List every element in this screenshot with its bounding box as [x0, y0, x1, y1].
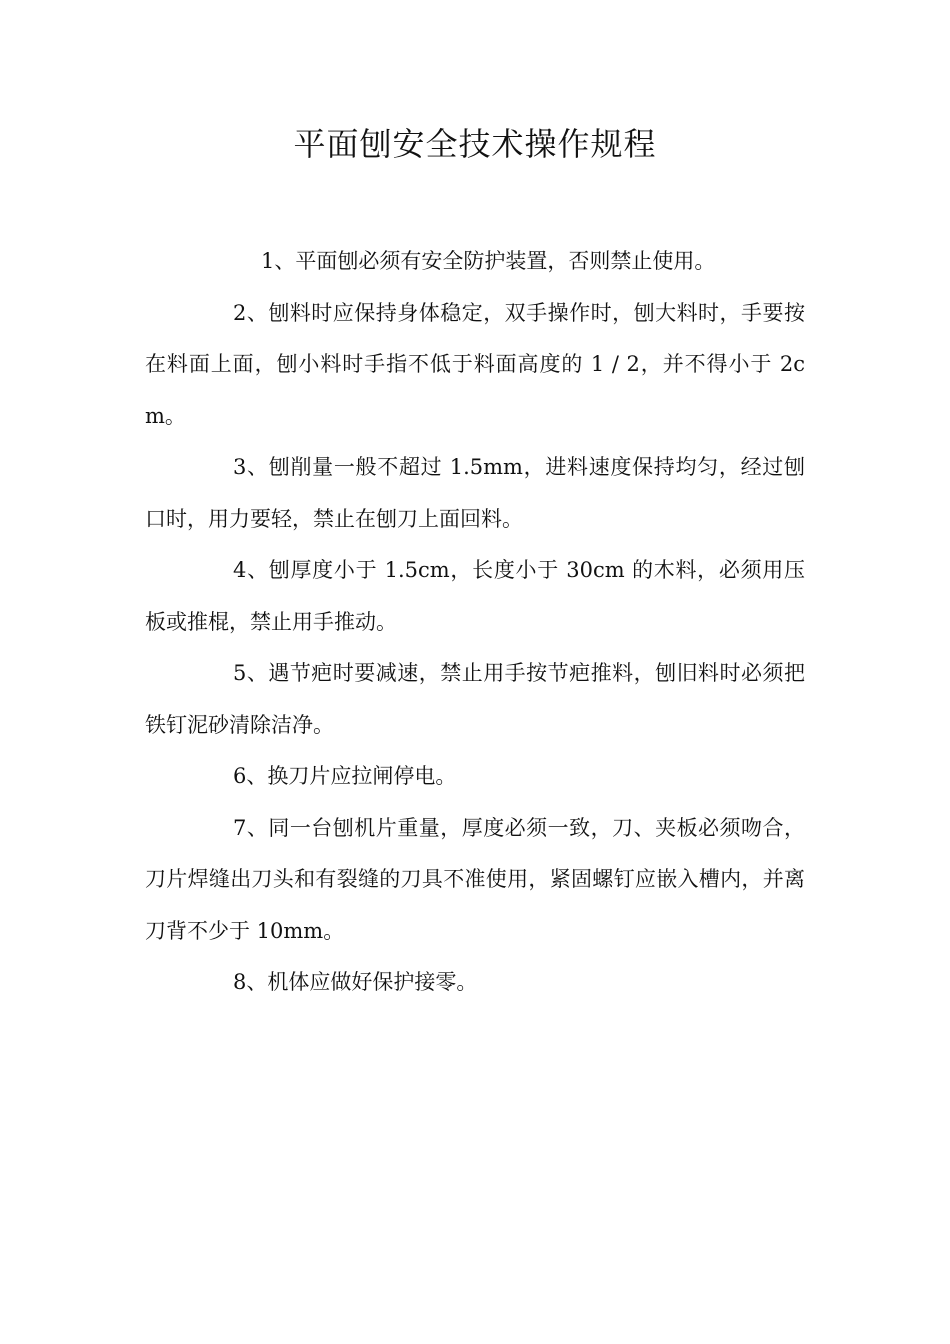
rule-paragraph-2: 2、刨料时应保持身体稳定，双手操作时，刨大料时，手要按在料面上面，刨小料时手指不低于料面高度的 1 / 2，并不得小于 2cm。	[145, 300, 805, 428]
rule-paragraph-7: 7、同一台刨机片重量，厚度必须一致，刀、夹板必须吻合，刀片焊缝出刀头和有裂缝的刀具不准使用，紧固螺钉应嵌入槽内，并离刀背不少于 10mm。	[145, 815, 805, 943]
rule-paragraph-4: 4、刨厚度小于 1.5cm，长度小于 30cm 的木料，必须用压板或推棍，禁止用手推动。	[145, 558, 805, 634]
document-body	[145, 236, 805, 1009]
document-title: 平面刨安全技术操作规程	[293, 125, 657, 163]
rule-paragraph-6: 6、换刀片应拉闸停电。	[233, 764, 457, 788]
rule-paragraph-1: 1、平面刨必须有安全防护装置，否则禁止使用。	[261, 249, 716, 273]
rule-paragraph-5: 5、遇节疤时要减速，禁止用手按节疤推料，刨旧料时必须把铁钉泥砂清除洁净。	[145, 661, 805, 737]
rule-paragraph-8: 8、机体应做好保护接零。	[233, 970, 478, 994]
rule-paragraph-3: 3、刨削量一般不超过 1.5mm，进料速度保持均匀，经过刨口时，用力要轻，禁止在刨刀上面回料。	[145, 455, 805, 531]
